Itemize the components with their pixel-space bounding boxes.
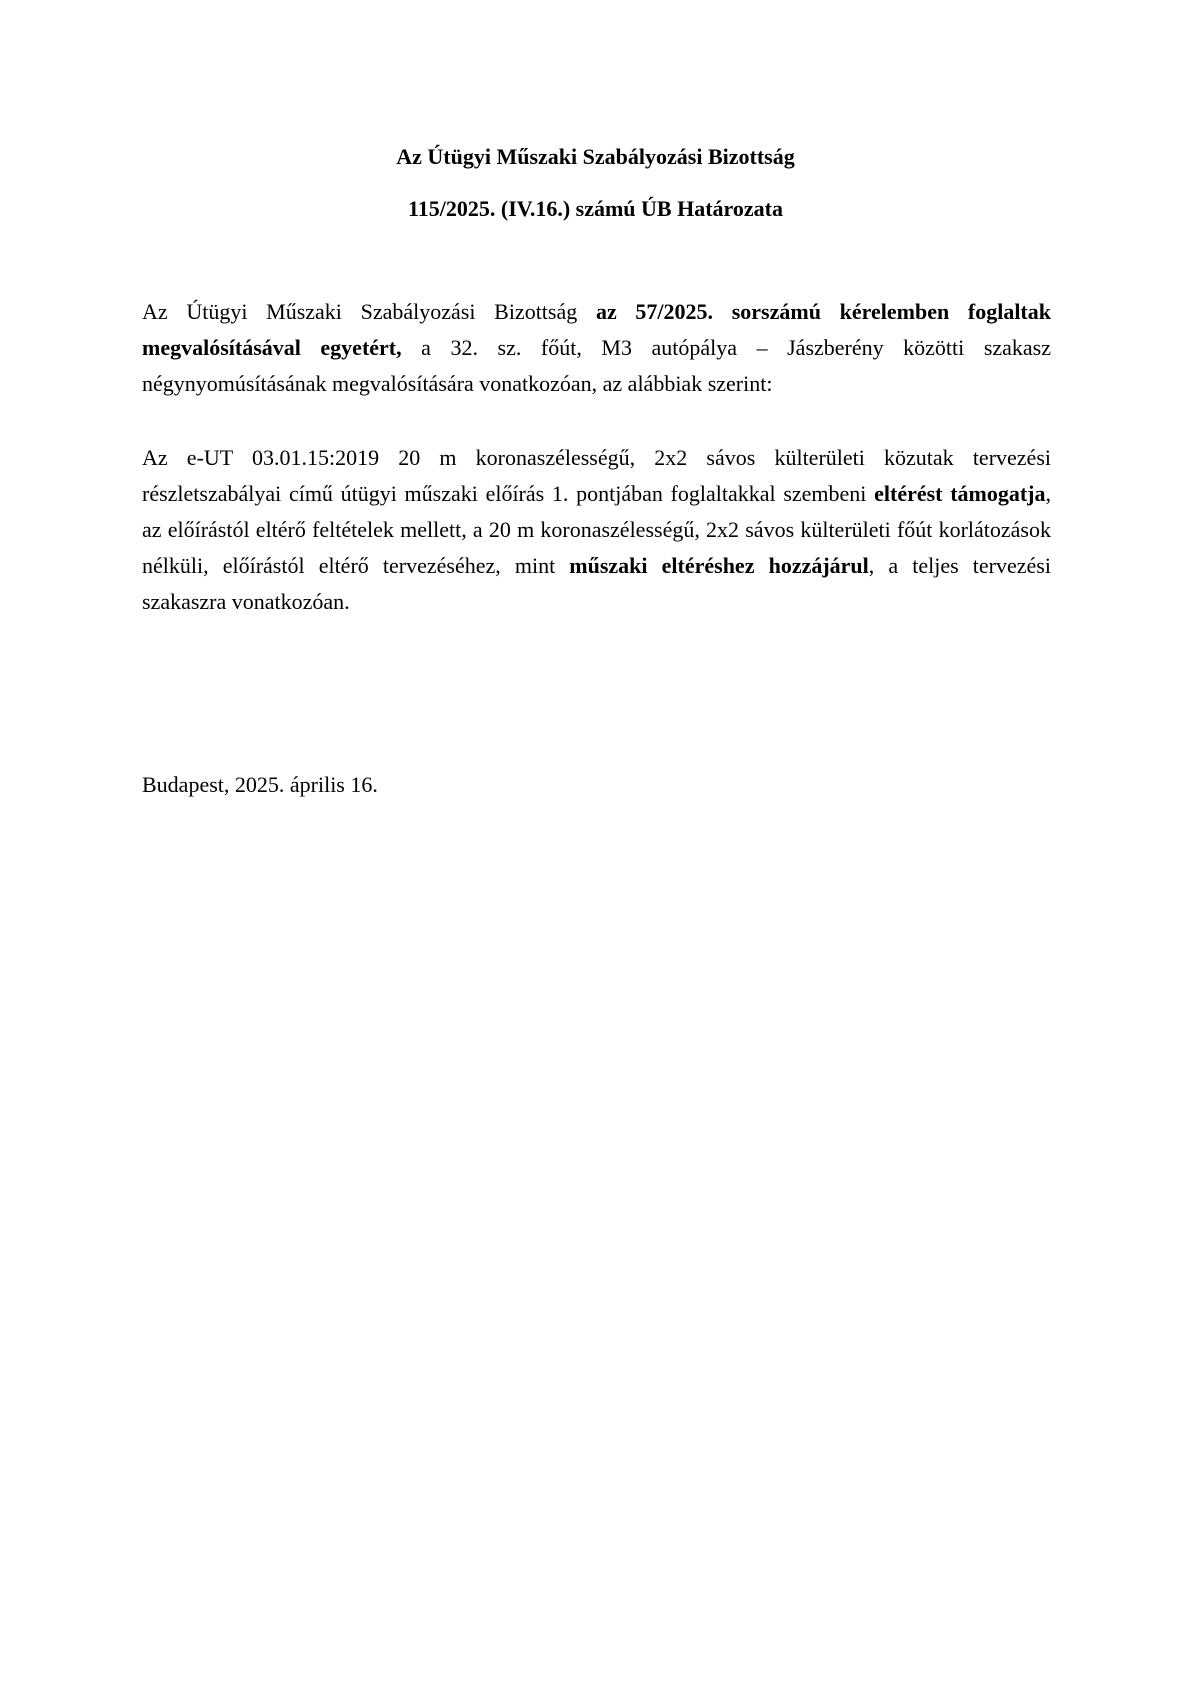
paragraph-deviation-bold-1: eltérést támogatja	[874, 481, 1046, 506]
paragraph-deviation-text-1: Az e-UT 03.01.15:2019 20 m koronaszélességű, 2x2 sávos külterületi közutak tervezési részletszabályai című útügyi műszaki előírás 1. pontjában foglaltakkal szembeni	[142, 445, 1051, 506]
resolution-number: 115/2025. (IV.16.) számú ÚB Határozata	[407, 196, 783, 221]
paragraph-deviation-text-2: , az előírástól eltérő feltételek mellett, a 20 m koronaszélességű, 2x2 sávos külterületi főút korlátozások nélküli, előírástól eltérő tervezéséhez, mint	[142, 481, 1051, 578]
paragraph-deviation-text-3: , a teljes tervezési szakaszra vonatkozóan.	[142, 553, 1051, 614]
paragraph-deviation-bold-2: műszaki eltéréshez hozzájárul	[569, 553, 869, 578]
paragraph-approval	[142, 294, 1051, 402]
paragraph-deviation	[142, 440, 1051, 620]
document-title: Az Útügyi Műszaki Szabályozási Bizottság	[396, 144, 795, 169]
place-and-date: Budapest, 2025. április 16.	[142, 772, 378, 797]
paragraph-approval-text-2: a 32. sz. főút, M3 autópálya – Jászberény közötti szakasz négynyomúsításának megvalósítására vonatkozóan, az alábbiak szerint:	[142, 335, 1051, 396]
paragraph-approval-bold: az 57/2025. sorszámú kérelemben foglaltak megvalósításával egyetért,	[142, 299, 1051, 360]
paragraph-approval-text-1: Az Útügyi Műszaki Szabályozási Bizottság	[142, 299, 596, 324]
